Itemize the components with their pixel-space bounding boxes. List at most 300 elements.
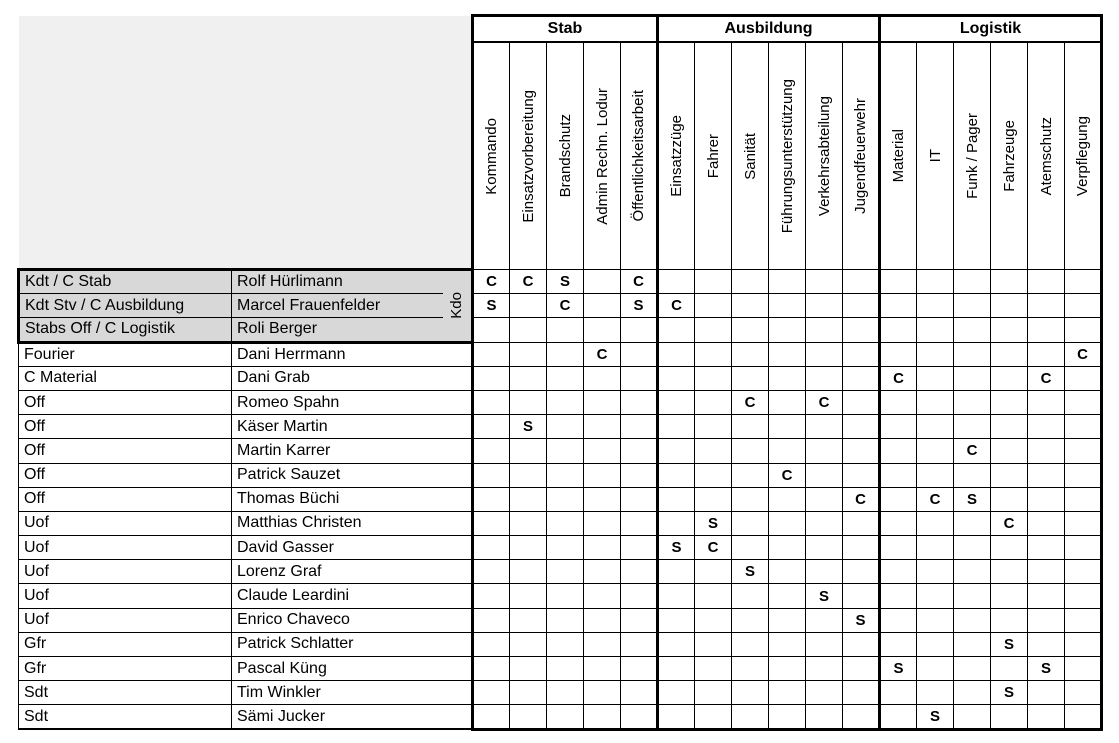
group-header: Ausbildung xyxy=(658,16,880,43)
marker-cell xyxy=(843,584,880,608)
marker-cell xyxy=(732,681,769,705)
marker-cell xyxy=(991,415,1028,439)
role-cell: Sdt xyxy=(19,681,232,705)
marker-cell xyxy=(547,657,584,681)
column-header-label: Öffentlichkeitsarbeit xyxy=(630,90,647,222)
role-cell: Uof xyxy=(19,584,232,608)
column-header-label: Verpflegung xyxy=(1074,115,1091,197)
marker-cell xyxy=(769,415,806,439)
name-cell: Dani Herrmann xyxy=(232,342,473,366)
role-cell: Sdt xyxy=(19,705,232,729)
marker-cell xyxy=(1065,366,1102,390)
role-cell: Gfr xyxy=(19,657,232,681)
role-cell: Kdt / C Stab xyxy=(19,270,232,294)
marker-cell xyxy=(1028,439,1065,463)
corner-block xyxy=(19,16,473,270)
marker-cell xyxy=(917,584,954,608)
marker-cell xyxy=(547,681,584,705)
marker-cell xyxy=(658,439,695,463)
marker-cell xyxy=(695,415,732,439)
marker-cell xyxy=(584,390,621,414)
marker-cell xyxy=(1028,415,1065,439)
marker-cell xyxy=(510,608,547,632)
column-header xyxy=(584,42,621,270)
marker-cell xyxy=(1065,463,1102,487)
marker-cell xyxy=(1065,608,1102,632)
marker-cell xyxy=(917,608,954,632)
marker-cell xyxy=(1065,294,1102,318)
name-cell: Claude Leardini xyxy=(232,584,473,608)
marker-cell xyxy=(732,632,769,656)
marker-cell xyxy=(806,294,843,318)
marker-cell xyxy=(547,463,584,487)
role-cell: Off xyxy=(19,390,232,414)
marker-cell xyxy=(658,584,695,608)
marker-cell xyxy=(510,584,547,608)
marker-cell xyxy=(769,705,806,729)
marker-cell xyxy=(547,318,584,342)
marker-cell xyxy=(1065,657,1102,681)
marker-cell xyxy=(1065,439,1102,463)
marker-cell xyxy=(1028,681,1065,705)
marker-cell xyxy=(1065,318,1102,342)
marker-cell xyxy=(769,608,806,632)
marker-cell xyxy=(584,270,621,294)
marker-cell xyxy=(806,270,843,294)
marker-cell xyxy=(732,511,769,535)
marker-cell xyxy=(473,366,510,390)
marker-cell xyxy=(880,415,917,439)
role-cell: Uof xyxy=(19,608,232,632)
marker-cell xyxy=(510,366,547,390)
marker-cell xyxy=(510,318,547,342)
marker-cell xyxy=(880,536,917,560)
marker-cell xyxy=(695,681,732,705)
marker-cell xyxy=(584,511,621,535)
marker-cell xyxy=(1028,294,1065,318)
role-cell: Gfr xyxy=(19,632,232,656)
marker-cell xyxy=(769,511,806,535)
name-cell: Roli Berger xyxy=(232,318,443,342)
marker-cell xyxy=(954,705,991,729)
marker-cell xyxy=(880,511,917,535)
group-header: Stab xyxy=(473,16,658,43)
marker-cell xyxy=(473,657,510,681)
marker-cell xyxy=(1065,415,1102,439)
marker-cell: C xyxy=(658,294,695,318)
marker-cell xyxy=(547,511,584,535)
marker-cell xyxy=(843,536,880,560)
marker-cell xyxy=(732,536,769,560)
marker-cell xyxy=(510,681,547,705)
marker-cell xyxy=(584,463,621,487)
column-header xyxy=(1065,42,1102,270)
role-cell: Uof xyxy=(19,511,232,535)
marker-cell xyxy=(473,342,510,366)
marker-cell xyxy=(769,342,806,366)
marker-cell xyxy=(917,560,954,584)
marker-cell xyxy=(584,366,621,390)
name-cell: Tim Winkler xyxy=(232,681,473,705)
marker-cell xyxy=(954,366,991,390)
marker-cell xyxy=(621,511,658,535)
column-header-label: Jugendfeuerwehr xyxy=(852,98,869,214)
column-header xyxy=(473,42,510,270)
marker-cell xyxy=(769,487,806,511)
marker-cell xyxy=(621,608,658,632)
marker-cell xyxy=(769,584,806,608)
kdo-cell xyxy=(443,270,473,343)
marker-cell xyxy=(695,439,732,463)
marker-cell xyxy=(658,318,695,342)
marker-cell xyxy=(1028,342,1065,366)
marker-cell xyxy=(1028,705,1065,729)
group-header: Logistik xyxy=(880,16,1102,43)
marker-cell xyxy=(695,318,732,342)
marker-cell xyxy=(584,584,621,608)
marker-cell: S xyxy=(658,536,695,560)
marker-cell xyxy=(658,270,695,294)
marker-cell xyxy=(621,487,658,511)
marker-cell: S xyxy=(732,560,769,584)
column-header xyxy=(917,42,954,270)
marker-cell xyxy=(1028,608,1065,632)
marker-cell: S xyxy=(510,415,547,439)
marker-cell xyxy=(880,705,917,729)
marker-cell xyxy=(510,705,547,729)
marker-cell xyxy=(473,415,510,439)
marker-cell xyxy=(584,439,621,463)
column-header-label: Einsatzzüge xyxy=(668,115,685,197)
marker-cell xyxy=(547,390,584,414)
marker-cell: C xyxy=(991,511,1028,535)
marker-cell xyxy=(658,342,695,366)
name-cell: Matthias Christen xyxy=(232,511,473,535)
marker-cell xyxy=(732,366,769,390)
marker-cell xyxy=(954,294,991,318)
marker-cell xyxy=(473,608,510,632)
marker-cell xyxy=(991,536,1028,560)
matrix-table xyxy=(17,14,1103,731)
marker-cell xyxy=(695,342,732,366)
marker-cell xyxy=(991,270,1028,294)
name-cell: Patrick Schlatter xyxy=(232,632,473,656)
marker-cell xyxy=(917,390,954,414)
marker-cell xyxy=(695,366,732,390)
name-cell: Pascal Küng xyxy=(232,657,473,681)
marker-cell xyxy=(954,584,991,608)
marker-cell xyxy=(510,463,547,487)
marker-cell xyxy=(880,463,917,487)
marker-cell xyxy=(806,342,843,366)
marker-cell xyxy=(732,608,769,632)
marker-cell xyxy=(621,318,658,342)
marker-cell xyxy=(547,705,584,729)
marker-cell xyxy=(843,390,880,414)
marker-cell xyxy=(547,560,584,584)
marker-cell xyxy=(806,657,843,681)
marker-cell xyxy=(695,632,732,656)
marker-cell xyxy=(621,366,658,390)
column-header xyxy=(843,42,880,270)
marker-cell xyxy=(658,487,695,511)
marker-cell xyxy=(584,632,621,656)
marker-cell xyxy=(769,560,806,584)
marker-cell xyxy=(584,657,621,681)
column-header-label: Verkehrsabteilung xyxy=(815,95,833,217)
marker-cell xyxy=(769,657,806,681)
marker-cell xyxy=(547,342,584,366)
marker-cell xyxy=(621,632,658,656)
marker-cell xyxy=(1065,632,1102,656)
marker-cell xyxy=(621,560,658,584)
marker-cell xyxy=(954,415,991,439)
marker-cell xyxy=(769,390,806,414)
name-cell: Romeo Spahn xyxy=(232,390,473,414)
marker-cell xyxy=(732,439,769,463)
marker-cell xyxy=(621,342,658,366)
marker-cell: C xyxy=(917,487,954,511)
marker-cell: C xyxy=(547,294,584,318)
marker-cell xyxy=(917,294,954,318)
marker-cell xyxy=(769,632,806,656)
marker-cell xyxy=(954,560,991,584)
marker-cell xyxy=(695,705,732,729)
column-header-label: Sanität xyxy=(741,132,759,180)
marker-cell xyxy=(806,487,843,511)
marker-cell xyxy=(658,608,695,632)
marker-cell xyxy=(473,487,510,511)
marker-cell xyxy=(806,705,843,729)
marker-cell xyxy=(510,511,547,535)
marker-cell xyxy=(695,463,732,487)
name-cell: Lorenz Graf xyxy=(232,560,473,584)
marker-cell xyxy=(843,560,880,584)
marker-cell xyxy=(658,560,695,584)
marker-cell xyxy=(1065,560,1102,584)
column-header xyxy=(806,42,843,270)
marker-cell xyxy=(584,487,621,511)
column-header xyxy=(621,42,658,270)
marker-cell xyxy=(917,439,954,463)
role-cell: Fourier xyxy=(19,342,232,366)
marker-cell xyxy=(584,705,621,729)
marker-cell xyxy=(1028,390,1065,414)
marker-cell: S xyxy=(991,632,1028,656)
role-cell: Uof xyxy=(19,560,232,584)
marker-cell xyxy=(954,536,991,560)
marker-cell xyxy=(954,463,991,487)
marker-cell: C xyxy=(843,487,880,511)
marker-cell: C xyxy=(510,270,547,294)
marker-cell xyxy=(769,681,806,705)
marker-cell xyxy=(991,318,1028,342)
marker-cell xyxy=(917,657,954,681)
marker-cell xyxy=(1065,584,1102,608)
column-header-label: Fahrer xyxy=(704,133,722,179)
column-header-label: Führungsunterstützung xyxy=(778,78,796,234)
marker-cell xyxy=(732,657,769,681)
role-cell: Uof xyxy=(19,536,232,560)
marker-cell xyxy=(880,608,917,632)
marker-cell xyxy=(1028,463,1065,487)
marker-cell xyxy=(510,632,547,656)
marker-cell xyxy=(954,632,991,656)
marker-cell xyxy=(547,439,584,463)
marker-cell xyxy=(954,681,991,705)
marker-cell xyxy=(806,681,843,705)
marker-cell xyxy=(510,657,547,681)
marker-cell xyxy=(621,705,658,729)
marker-cell: C xyxy=(769,463,806,487)
marker-cell xyxy=(769,318,806,342)
marker-cell xyxy=(843,342,880,366)
marker-cell xyxy=(658,463,695,487)
marker-cell xyxy=(695,487,732,511)
marker-cell xyxy=(880,270,917,294)
marker-cell xyxy=(547,487,584,511)
column-header-label: Brandschutz xyxy=(556,114,574,198)
marker-cell xyxy=(769,294,806,318)
marker-cell xyxy=(732,463,769,487)
marker-cell xyxy=(547,415,584,439)
marker-cell xyxy=(547,536,584,560)
marker-cell: C xyxy=(473,270,510,294)
marker-cell xyxy=(584,560,621,584)
marker-cell xyxy=(621,681,658,705)
marker-cell xyxy=(732,705,769,729)
marker-cell: C xyxy=(1065,342,1102,366)
marker-cell xyxy=(695,657,732,681)
marker-cell xyxy=(917,536,954,560)
marker-cell xyxy=(806,439,843,463)
marker-cell xyxy=(732,584,769,608)
marker-cell xyxy=(1028,270,1065,294)
column-header xyxy=(1028,42,1065,270)
marker-cell xyxy=(473,560,510,584)
marker-cell xyxy=(732,294,769,318)
marker-cell xyxy=(1065,487,1102,511)
marker-cell xyxy=(473,632,510,656)
marker-cell xyxy=(1028,487,1065,511)
role-cell: Off xyxy=(19,463,232,487)
marker-cell xyxy=(843,366,880,390)
marker-cell xyxy=(880,294,917,318)
marker-cell xyxy=(658,390,695,414)
marker-cell xyxy=(806,608,843,632)
marker-cell xyxy=(658,705,695,729)
marker-cell: S xyxy=(843,608,880,632)
marker-cell xyxy=(769,536,806,560)
column-header xyxy=(732,42,769,270)
marker-cell xyxy=(880,487,917,511)
marker-cell: C xyxy=(621,270,658,294)
marker-cell xyxy=(658,415,695,439)
marker-cell xyxy=(621,584,658,608)
marker-cell xyxy=(917,318,954,342)
marker-cell xyxy=(880,560,917,584)
marker-cell xyxy=(1028,511,1065,535)
marker-cell xyxy=(732,318,769,342)
marker-cell xyxy=(658,681,695,705)
marker-cell xyxy=(1028,318,1065,342)
marker-cell xyxy=(1065,681,1102,705)
marker-cell xyxy=(843,632,880,656)
marker-cell: S xyxy=(473,294,510,318)
marker-cell xyxy=(991,439,1028,463)
name-cell: Enrico Chaveco xyxy=(232,608,473,632)
marker-cell: C xyxy=(584,342,621,366)
marker-cell xyxy=(473,439,510,463)
column-header-label: IT xyxy=(926,149,944,163)
name-cell: Rolf Hürlimann xyxy=(232,270,443,294)
marker-cell xyxy=(917,681,954,705)
marker-cell xyxy=(658,657,695,681)
marker-cell: C xyxy=(732,390,769,414)
marker-cell xyxy=(880,318,917,342)
marker-cell: C xyxy=(695,536,732,560)
role-cell: Off xyxy=(19,439,232,463)
marker-cell xyxy=(991,608,1028,632)
name-cell: Patrick Sauzet xyxy=(232,463,473,487)
column-header xyxy=(769,42,806,270)
marker-cell xyxy=(843,511,880,535)
marker-cell xyxy=(843,270,880,294)
marker-cell xyxy=(806,632,843,656)
marker-cell xyxy=(547,608,584,632)
marker-cell xyxy=(991,342,1028,366)
kdo-label: Kdo xyxy=(448,292,466,320)
marker-cell xyxy=(991,487,1028,511)
name-cell: Thomas Büchi xyxy=(232,487,473,511)
marker-cell xyxy=(843,705,880,729)
marker-cell xyxy=(843,415,880,439)
marker-cell xyxy=(843,681,880,705)
marker-cell xyxy=(991,560,1028,584)
marker-cell xyxy=(510,536,547,560)
role-cell: Off xyxy=(19,487,232,511)
marker-cell xyxy=(806,560,843,584)
marker-cell xyxy=(584,294,621,318)
marker-cell xyxy=(843,463,880,487)
marker-cell xyxy=(954,342,991,366)
marker-cell xyxy=(917,342,954,366)
marker-cell xyxy=(954,270,991,294)
marker-cell xyxy=(621,415,658,439)
marker-cell xyxy=(621,657,658,681)
marker-cell xyxy=(658,511,695,535)
marker-cell: S xyxy=(880,657,917,681)
marker-cell xyxy=(547,632,584,656)
marker-cell: S xyxy=(1028,657,1065,681)
marker-cell xyxy=(473,584,510,608)
marker-cell xyxy=(991,584,1028,608)
column-header-label: Funk / Pager xyxy=(963,113,981,199)
marker-cell xyxy=(510,487,547,511)
marker-cell xyxy=(843,318,880,342)
marker-cell xyxy=(843,294,880,318)
marker-cell xyxy=(473,318,510,342)
marker-cell xyxy=(806,366,843,390)
column-header-label: Material xyxy=(890,129,907,183)
marker-cell xyxy=(917,463,954,487)
marker-cell xyxy=(621,439,658,463)
column-header xyxy=(547,42,584,270)
marker-cell xyxy=(510,390,547,414)
marker-cell xyxy=(1065,705,1102,729)
column-header xyxy=(658,42,695,270)
marker-cell xyxy=(991,366,1028,390)
